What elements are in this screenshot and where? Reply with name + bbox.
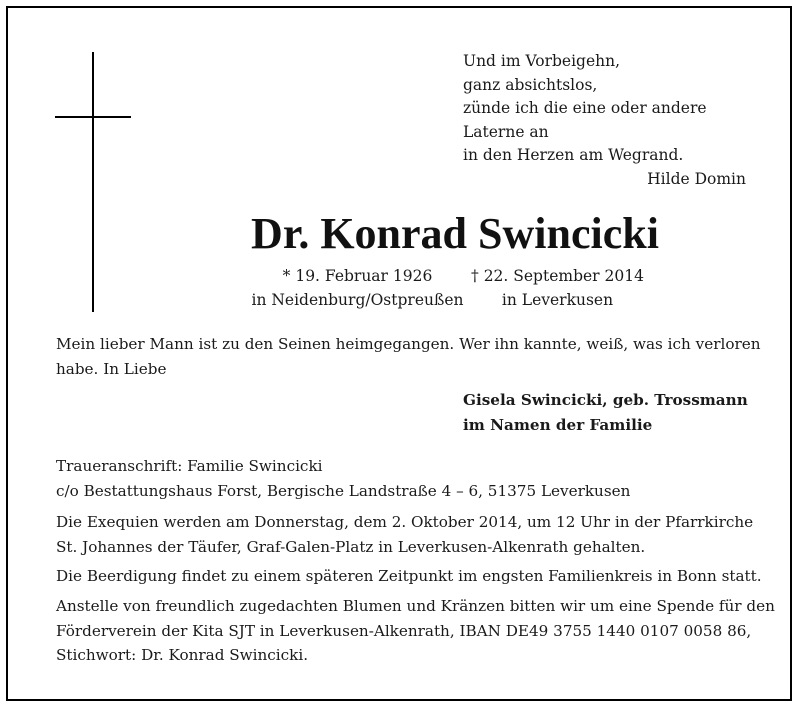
burial-paragraph — [56, 564, 762, 589]
signature-family: im Namen der Familie — [463, 415, 653, 434]
donation-line: Stichwort: Dr. Konrad Swincicki. — [56, 646, 309, 664]
address-line: Traueranschrift: Familie Swincicki — [56, 457, 323, 475]
address-paragraph — [56, 454, 756, 503]
message-line: habe. In Liebe — [56, 359, 167, 378]
exequies-line: St. Johannes der Täufer, Graf-Galen-Platz in Leverkusen-Alkenrath gehalten. — [56, 537, 646, 556]
deceased-name: Dr. Konrad Swincicki — [251, 209, 659, 258]
poem — [463, 50, 746, 192]
cross-icon-bar — [55, 116, 131, 118]
poem-line: ganz absichtslos, — [463, 75, 598, 94]
message-line: Mein lieber Mann ist zu den Seinen heimgegangen. Wer ihn kannte, weiß, was ich verloren — [56, 335, 761, 353]
burial-line: Die Beerdigung findet zu einem späteren Zeitpunkt im engsten Familienkreis in Bonn statt. — [56, 567, 762, 585]
birth-info — [250, 264, 465, 312]
message-paragraph — [56, 332, 761, 381]
birth-place: in Neidenburg/Ostpreußen — [251, 291, 464, 309]
address-line: c/o Bestattungshaus Forst, Bergische Landstraße 4 – 6, 51375 Leverkusen — [56, 481, 631, 500]
poem-line: zünde ich die eine oder andere — [463, 99, 707, 118]
poem-line: in den Herzen am Wegrand. — [463, 146, 684, 165]
poem-line: Und im Vorbeigehn, — [463, 52, 621, 70]
signature-name: Gisela Swincicki, geb. Trossmann — [463, 391, 748, 409]
death-info — [460, 264, 655, 312]
death-place: in Leverkusen — [501, 291, 614, 309]
death-date: † 22. September 2014 — [471, 267, 644, 285]
donation-paragraph — [56, 594, 775, 668]
exequies-paragraph — [56, 510, 756, 559]
exequies-line: Die Exequien werden am Donnerstag, dem 2. Oktober 2014, um 12 Uhr in der Pfarrkirche — [56, 513, 754, 531]
donation-line: Förderverein der Kita SJT in Leverkusen-Alkenrath, IBAN DE49 3755 1440 0107 0058 86, — [56, 621, 752, 640]
birth-date: * 19. Februar 1926 — [282, 267, 433, 285]
cross-icon — [92, 52, 94, 312]
donation-line: Anstelle von freundlich zugedachten Blumen und Kränzen bitten wir um eine Spende für den — [56, 597, 775, 615]
poem-line: Laterne an — [463, 122, 549, 141]
signature — [463, 388, 763, 437]
poem-author: Hilde Domin — [647, 169, 746, 188]
